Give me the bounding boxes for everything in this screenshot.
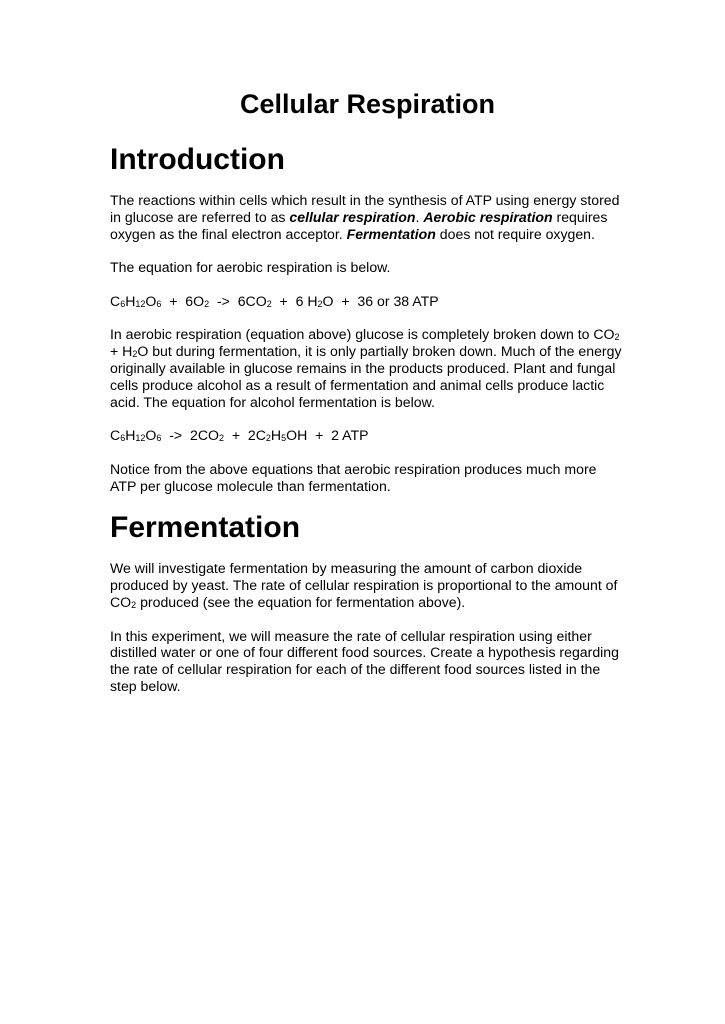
text-run: In aerobic respiration (equation above) glucose is completely broken down to CO — [110, 326, 615, 343]
text-run: produced (see the equation for fermentation above). — [136, 593, 466, 610]
eq-subscript: 6 — [156, 433, 162, 444]
text-run: does not require oxygen. — [435, 225, 595, 242]
term-aerobic-respiration: Aerobic respiration — [423, 208, 553, 225]
eq-subscript: 12 — [135, 433, 146, 444]
eq-text: H — [125, 427, 136, 444]
eq-text: O + 36 or 38 ATP — [322, 292, 439, 309]
eq-text: -> 6CO — [209, 292, 267, 309]
eq-subscript: 2 — [266, 298, 272, 309]
subscript: 2 — [614, 332, 620, 343]
eq-text: -> 2CO — [161, 427, 219, 444]
text-run: + H — [110, 343, 133, 360]
eq-text: OH + 2 ATP — [286, 427, 369, 444]
fermentation-paragraph-2: In this experiment, we will measure the rate of cellular respiration using either distilled water or one of four different food sources. Create a hypothesis regarding the rate of cellular respiration for each of the different food sources listed in the step below. — [110, 627, 619, 694]
eq-text: O — [145, 292, 157, 309]
eq-subscript: 6 — [120, 433, 126, 444]
eq-subscript: 6 — [156, 298, 162, 309]
term-cellular-respiration: cellular respiration — [289, 208, 416, 225]
aerobic-respiration-equation — [110, 293, 625, 310]
eq-text: C — [110, 292, 121, 309]
introduction-paragraph-2: The equation for aerobic respiration is below. — [110, 259, 391, 276]
eq-text: + 6O — [161, 292, 205, 309]
introduction-paragraph-1 — [110, 192, 625, 242]
introduction-heading: Introduction — [110, 143, 285, 176]
eq-text: H — [270, 427, 282, 444]
term-fermentation: Fermentation — [346, 225, 436, 242]
text-run: . — [415, 208, 424, 225]
introduction-paragraph-3 — [110, 326, 625, 410]
fermentation-paragraph-1 — [110, 560, 625, 610]
eq-text: C — [110, 427, 121, 444]
document-title: Cellular Respiration — [239, 89, 496, 119]
eq-subscript: 2 — [204, 298, 210, 309]
eq-text: O — [145, 427, 157, 444]
subscript: 2 — [132, 349, 138, 360]
subscript: 2 — [131, 599, 137, 610]
fermentation-heading: Fermentation — [110, 511, 301, 545]
eq-text: + 2C — [223, 427, 266, 444]
eq-subscript: 12 — [135, 298, 146, 309]
eq-text: H — [125, 292, 136, 309]
text-run: O but during fermentation, it is only partially broken down. Much of the energy originally available in glucose remains in the products produced. Plant and fungal cells produce alcohol as a result of fermentation and animal cells produce lactic acid. The equation for alcohol fermentation is below. — [110, 343, 622, 410]
eq-subscript: 2 — [265, 433, 271, 444]
introduction-paragraph-4: Notice from the above equations that aerobic respiration produces much more ATP per glucose molecule than fermentation. — [110, 460, 597, 494]
text-run: We will investigate fermentation by measuring the amount of carbon dioxide produced by yeast. The rate of cellular respiration is proportional to the amount of CO — [110, 560, 618, 610]
eq-subscript: 5 — [281, 433, 287, 444]
text-run: The reactions within cells which result in the synthesis of ATP using energy stored in glucose are referred to as — [110, 192, 620, 225]
eq-text: + 6 H — [271, 292, 318, 309]
eq-subscript: 2 — [317, 298, 323, 309]
eq-subscript: 6 — [120, 298, 126, 309]
eq-subscript: 2 — [218, 433, 224, 444]
text-run: requires oxygen as the final electron acceptor. — [110, 208, 608, 242]
alcohol-fermentation-equation — [110, 427, 625, 444]
document-page — [110, 86, 625, 712]
